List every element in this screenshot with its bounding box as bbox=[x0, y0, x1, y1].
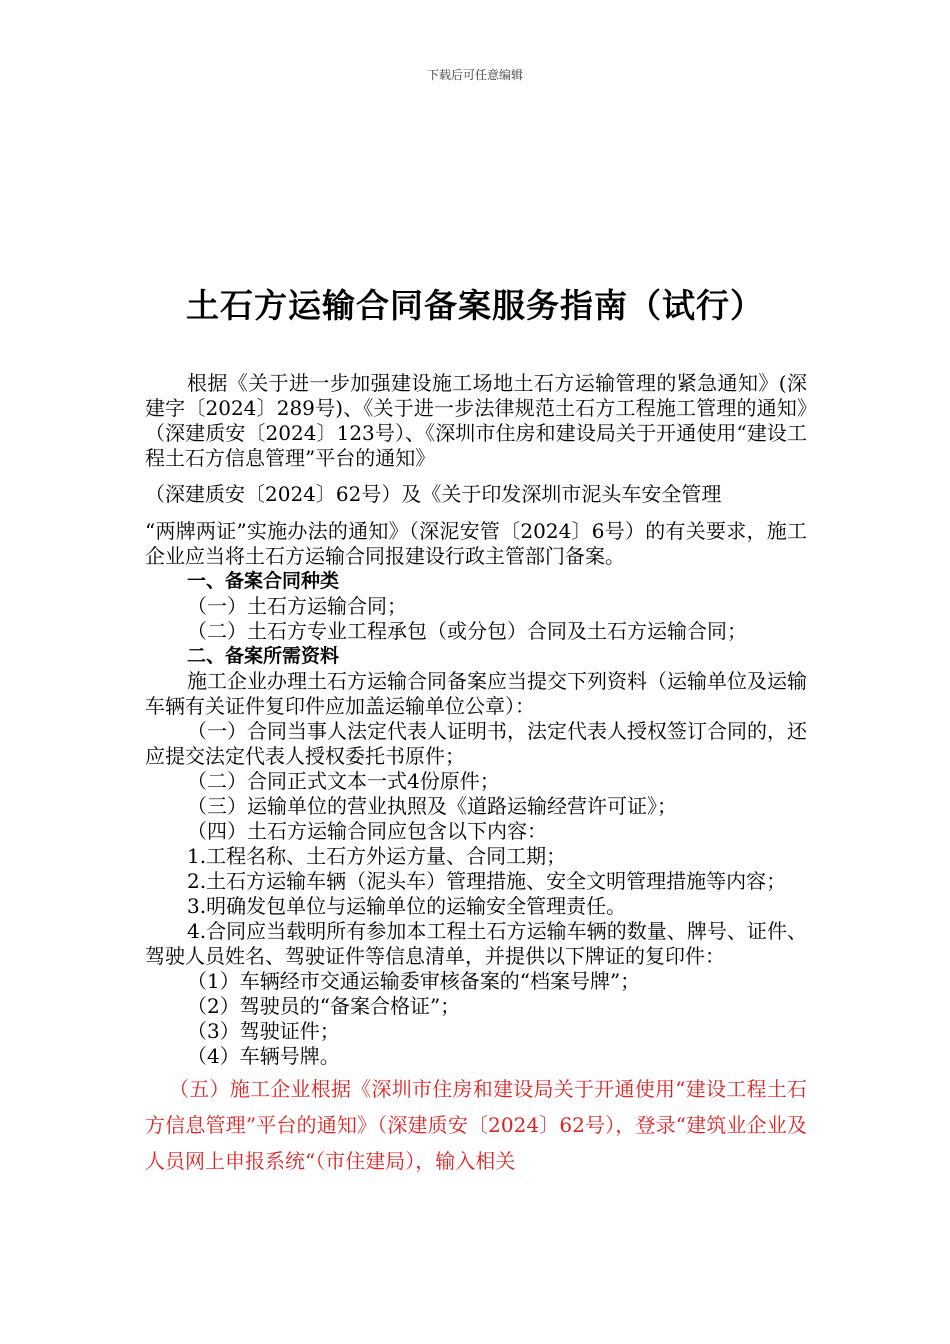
header-note: 下载后可任意编辑 bbox=[426, 68, 523, 82]
section-heading-2: 二、备案所需资料 bbox=[187, 645, 340, 667]
section-2-item-1: （一）合同当事人法定代表人证明书，法定代表人授权签订合同的，还应提交法定代表人授权委托书原件； bbox=[145, 719, 807, 768]
intro-paragraph: 根据《关于进一步加强建设施工场地土石方运输管理的紧急通知》(深建字〔2024〕289号)、《关于进一步法律规范土石方工程施工管理的通知》（深建质安〔2024〕123号）、《深圳市住房和建设局关于开通使用“建设工程土石方信息管理”平台的通知》 bbox=[145, 371, 807, 470]
intro-paragraph-end: “两牌两证”实施办法的通知》（深泥安管〔2024〕6号）的有关要求，施工企业应当将土石方运输合同报建设行政主管部门备案。 bbox=[145, 519, 807, 568]
license-item-1: （1）车辆经市交通运输委审核备案的“档案号牌”； bbox=[187, 969, 641, 993]
section-2-item-4: （四）土石方运输合同应包含以下内容： bbox=[187, 819, 547, 843]
content-item-1: 1.工程名称、土石方外运方量、合同工期； bbox=[187, 844, 567, 868]
section-2-item-2: （二）合同正式文本一式4份原件； bbox=[187, 769, 500, 793]
section-1-item-2: （二）土石方专业工程承包（或分包）合同及土石方运输合同； bbox=[187, 619, 747, 643]
highlighted-item-5: （五）施工企业根据《深圳市住房和建设局关于开通使用“建设工程土石方信息管理”平台的通知》（深建质安〔2024〕62号），登录“建筑业企业及人员网上申报系统“（市住建局），输入相关 bbox=[145, 1077, 807, 1173]
section-2-item-3: （三）运输单位的营业执照及《道路运输经营许可证》； bbox=[187, 794, 677, 818]
document-title: 土石方运输合同备案服务指南（试行） bbox=[186, 286, 764, 325]
section-2-intro: 施工企业办理土石方运输合同备案应当提交下列资料（运输单位及运输车辆有关证件复印件应加盖运输单位公章）： bbox=[145, 669, 807, 718]
content-item-4: 4.合同应当载明所有参加本工程土石方运输车辆的数量、牌号、证件、驾驶人员姓名、驾驶证件等信息清单，并提供以下牌证的复印件： bbox=[145, 919, 807, 968]
document-body bbox=[145, 371, 807, 1179]
license-item-4: （4）车辆号牌。 bbox=[187, 1044, 340, 1068]
license-item-3: （3）驾驶证件； bbox=[187, 1019, 340, 1043]
intro-paragraph-cont: （深建质安〔2024〕62号）及《关于印发深圳市泥头车安全管理 bbox=[145, 482, 722, 506]
section-heading-1: 一、备案合同种类 bbox=[187, 570, 340, 592]
content-item-2: 2.土石方运输车辆（泥头车）管理措施、安全文明管理措施等内容； bbox=[187, 869, 787, 893]
content-item-3: 3.明确发包单位与运输单位的运输安全管理责任。 bbox=[187, 894, 627, 918]
license-item-2: （2）驾驶员的“备案合格证”； bbox=[187, 994, 461, 1018]
section-1-item-1: （一）土石方运输合同； bbox=[187, 594, 407, 618]
